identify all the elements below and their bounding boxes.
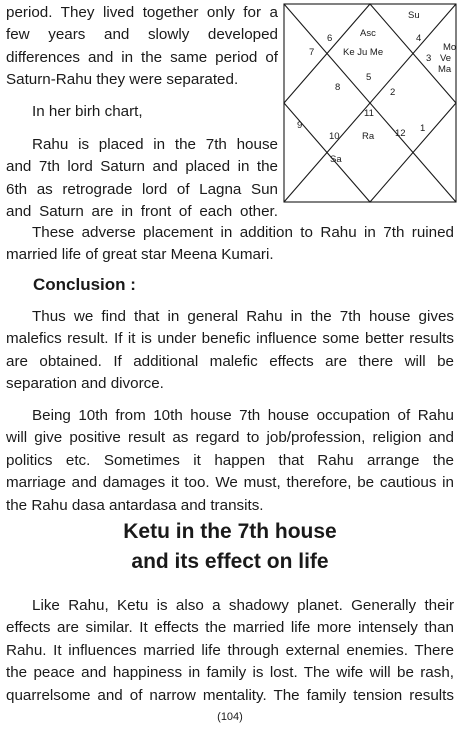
text-line: are obtained. If additional malefic effects are there will be: [6, 352, 454, 370]
chart-ke-ju-me: Ke Ju Me: [343, 47, 384, 58]
text-line: effects are similar. It effects the married life more intensely than: [6, 619, 454, 637]
chart-ra: Ra: [362, 131, 375, 142]
text-line: married life of great star Meena Kumari.: [6, 246, 274, 264]
text-line: period. They lived together only for a: [6, 4, 278, 21]
conclusion-heading: Conclusion :: [33, 275, 136, 294]
birth-chart: [283, 3, 457, 203]
chart-asc: Asc: [360, 28, 376, 39]
chart-house-4: 4: [416, 33, 422, 44]
section-title-line-2: and its effect on life: [131, 550, 329, 573]
chart-house-8: 8: [335, 82, 341, 93]
chart-ma: Ma: [438, 64, 452, 75]
chart-house-5: 5: [366, 72, 372, 83]
chart-house-3: 3: [426, 53, 432, 64]
text-line: and Saturn are in front of each other.: [6, 203, 278, 221]
chart-house-9: 9: [297, 120, 303, 131]
birth-chart-lead: In her birh chart,: [32, 103, 143, 120]
chart-house-10: 10: [329, 131, 340, 142]
tenth-house-paragraph: [6, 405, 454, 517]
text-line: the Rahu dasa antardasa and transits.: [6, 496, 264, 514]
text-line: Like Rahu, Ketu is also a shadowy planet. Generally their: [32, 597, 454, 614]
conclusion-paragraph: [6, 306, 454, 396]
chart-su: Su: [408, 10, 420, 21]
chart-sa: Sa: [330, 154, 342, 165]
text-line: Thus we find that in general Rahu in the 7th house gives: [32, 308, 454, 325]
text-line: Rahu is placed in the 7th house: [32, 136, 278, 153]
chart-ve: Ve: [440, 53, 452, 64]
text-line: Being 10th from 10th house 7th house occupation of Rahu: [32, 407, 454, 424]
chart-house-11: 11: [364, 108, 374, 119]
ketu-paragraph: [6, 595, 454, 707]
text-line: quarrelsome and of narrow mentality. The family tension results: [6, 686, 454, 704]
text-line: Saturn-Rahu they were separated.: [6, 71, 239, 89]
text-line: few years and slowly developed: [6, 26, 278, 44]
chart-house-12: 12: [395, 128, 406, 139]
text-line: will give positive result as regard to job/profession, religion and: [6, 429, 454, 447]
text-line: These adverse placement in addition to Rahu in 7th ruined: [32, 224, 454, 241]
text-line: and 7th lord Saturn and placed in the: [6, 158, 278, 176]
text-line: differences and in the same period of: [6, 48, 278, 66]
text-line: politics etc. Sometimes it happen that Rahu arrange the: [6, 451, 454, 469]
chart-house-1: 1: [420, 123, 426, 134]
chart-mo: Mo: [443, 42, 457, 53]
text-line: Rahu. It influences married life through external enemies. There: [6, 641, 454, 659]
section-title-line-1: Ketu in the 7th house: [123, 520, 337, 543]
adverse-paragraph: [6, 222, 454, 267]
rahu-paragraph: [6, 134, 278, 224]
text-line: separation and divorce.: [6, 375, 164, 393]
chart-house-2: 2: [390, 87, 396, 98]
intro-paragraph: [6, 2, 278, 92]
text-line: malefics result. If it is under benefic influence some better results: [6, 330, 454, 348]
chart-house-7: 7: [309, 47, 315, 58]
text-line: marriage and damages it too. We must, therefore, be cautious in: [6, 474, 454, 492]
text-line: the peace and happiness in family is lost. The wife will be rash,: [6, 664, 454, 682]
chart-house-6: 6: [327, 33, 333, 44]
text-line: 6th as retrograde lord of Lagna Sun: [6, 180, 278, 198]
page-number: (104): [217, 711, 243, 723]
